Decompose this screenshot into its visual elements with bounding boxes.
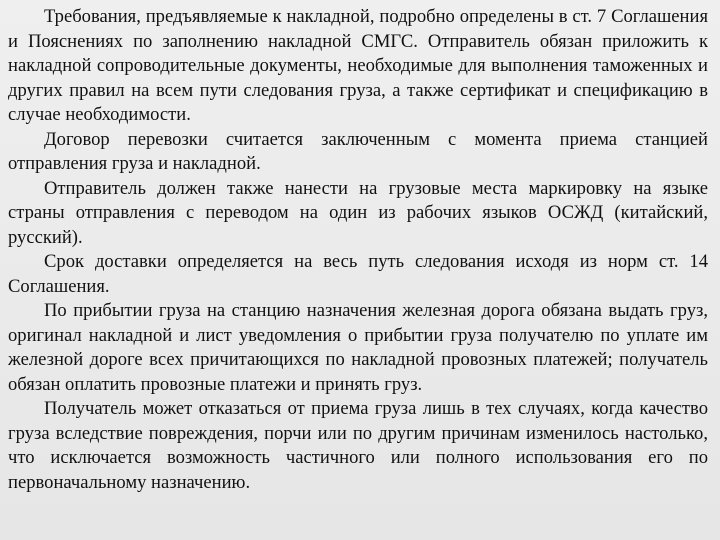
paragraph-contract-conclusion: Договор перевозки считается заключенным с момента приема станцией отправления груза и накладной. — [8, 128, 708, 174]
paragraph-refusal-of-cargo: Получатель может отказаться от приема груза лишь в тех случаях, когда качество груза вследствие повреждения, порчи или по другим причинам изменилось настолько, что исключается возможность частичного или полного использования его по первоначальному назначению. — [8, 398, 708, 493]
document-text — [8, 5, 708, 495]
paragraph-waybill-requirements: Требования, предъявляемые к накладной, подробно определены в ст. 7 Соглашения и Пояснениях по заполнению накладной СМГС. Отправитель обязан приложить к накладной сопроводительные документы, необходимые для выполнения таможенных и других правил на всем пути следования груза, а также сертификат и спецификацию в случае необходимости. — [8, 6, 708, 125]
paragraph-cargo-marking: Отправитель должен также нанести на грузовые места маркировку на языке страны отправления с переводом на один из рабочих языков ОСЖД (китайский, русский). — [8, 177, 708, 248]
paragraph-cargo-arrival: По прибытии груза на станцию назначения железная дорога обязана выдать груз, оригинал накладной и лист уведомления о прибытии груза получателю по уплате им железной дороге всех причитающихся по накладной провозных платежей; получатель обязан оплатить провозные платежи и принять груз. — [8, 300, 708, 395]
paragraph-delivery-term: Срок доставки определяется на весь путь следования исходя из норм ст. 14 Соглашения. — [8, 251, 708, 297]
